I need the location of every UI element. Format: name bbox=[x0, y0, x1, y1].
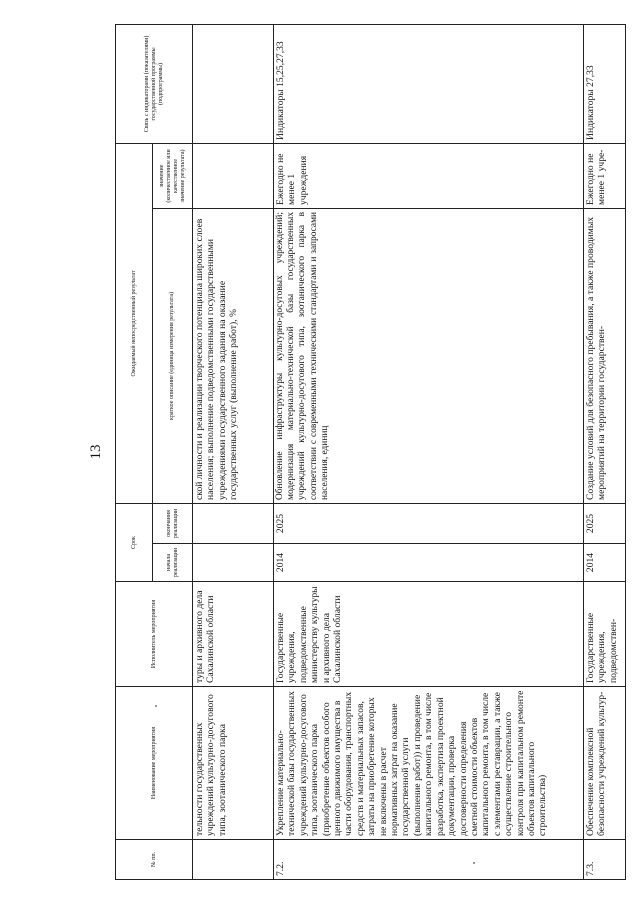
cell-end bbox=[193, 503, 274, 543]
cell-name: Укрепление материально-технической базы государственных учреждений культурно-досугового типа, зоотанического парка (приобретение объектов особого ценного движимого имущества в части оборудования, транспортных средств и материальных запасов, затраты на приобретение которых не включены в расчет нормативных затрат на оказание государственной услуги (выполнение работ)) и проведение капитального ремонта, в том числе разработка, экспертиза проектной документации, проверка достоверности определения сметной стоимости объектов капитального ремонта, в том числе с элементами реставрации, а также осуществление строительного контроля при капитальном ремонте объектов капитального строительства) bbox=[274, 687, 584, 840]
cell-executor: Государственные учреждения, подведомственные министерству культуры и архивного дела Сахалинской области bbox=[274, 582, 584, 687]
header-link: Связь с индикаторами (показателями) государственной программы (подпрограммы) bbox=[116, 24, 193, 143]
cell-executor: Государственные учреждения, подведомствен- bbox=[584, 582, 626, 687]
table-row bbox=[274, 24, 584, 879]
table-row bbox=[193, 24, 274, 879]
cell-num: 7.2. bbox=[274, 840, 584, 880]
cell-end: 2025 bbox=[584, 503, 626, 543]
header-result-desc: краткое описание (единица измерения результата) bbox=[153, 208, 193, 503]
cell-value bbox=[193, 143, 274, 208]
header-result: Ожидаемый непосредственный результат bbox=[116, 143, 153, 503]
measures-table bbox=[115, 24, 626, 880]
cell-start: 2014 bbox=[584, 544, 626, 582]
cell-link: Индикаторы 27,33 bbox=[584, 24, 626, 143]
header-result-value: значение (количественное или качественное значение результата) bbox=[153, 143, 193, 208]
cell-desc: Обновление инфраструктуры культурно-досуговых учреждений; модернизация материально-технической базы государственных учреждений культурно-досугового типа, зоотанического парка в соответствии с современными техническими стандартами и запросами населения, единиц bbox=[274, 208, 584, 503]
cell-desc: ской личности и реализации творческого потенциала широких слоев населения; выполнение подведомственными государственными учреждениями государственного задания на оказание государственных услуг (выполнение работ), % bbox=[193, 208, 274, 503]
cell-desc: Создание условий для безопасного пребывания, а также проводимых мероприятий на территории государствен- bbox=[584, 208, 626, 503]
header-name: Наименование мероприятия bbox=[116, 687, 193, 840]
cell-link: Индикаторы 15,25,27,33 bbox=[274, 24, 584, 143]
table-row bbox=[584, 24, 626, 879]
cell-name: тельности государственных учреждений культурно-досугового типа, зоотанического парка bbox=[193, 687, 274, 840]
header-term-start: начала реализации bbox=[153, 544, 193, 582]
rotated-table-wrapper bbox=[115, 25, 625, 880]
header-executor: Исполнитель мероприятия bbox=[116, 582, 193, 687]
cell-start: 2014 bbox=[274, 544, 584, 582]
cell-value: Ежегодно не менее 1 учреждения bbox=[274, 143, 584, 208]
cell-link bbox=[193, 24, 274, 143]
page-number: 13 bbox=[88, 444, 104, 460]
table-header-row bbox=[116, 24, 153, 879]
cell-name: Обеспечение комплексной безопасности учреждений культур- bbox=[584, 687, 626, 840]
cell-value: Ежегодно не менее 1 учре- bbox=[584, 143, 626, 208]
cell-end: 2025 bbox=[274, 503, 584, 543]
cell-executor: туры и архивного дела Сахалинской области bbox=[193, 582, 274, 687]
cell-num bbox=[193, 840, 274, 880]
header-term-end: окончания реализации bbox=[153, 503, 193, 543]
cell-start bbox=[193, 544, 274, 582]
cell-num: 7.3. bbox=[584, 840, 626, 880]
header-term: Срок bbox=[116, 503, 153, 581]
header-num: № пп. bbox=[116, 840, 193, 880]
